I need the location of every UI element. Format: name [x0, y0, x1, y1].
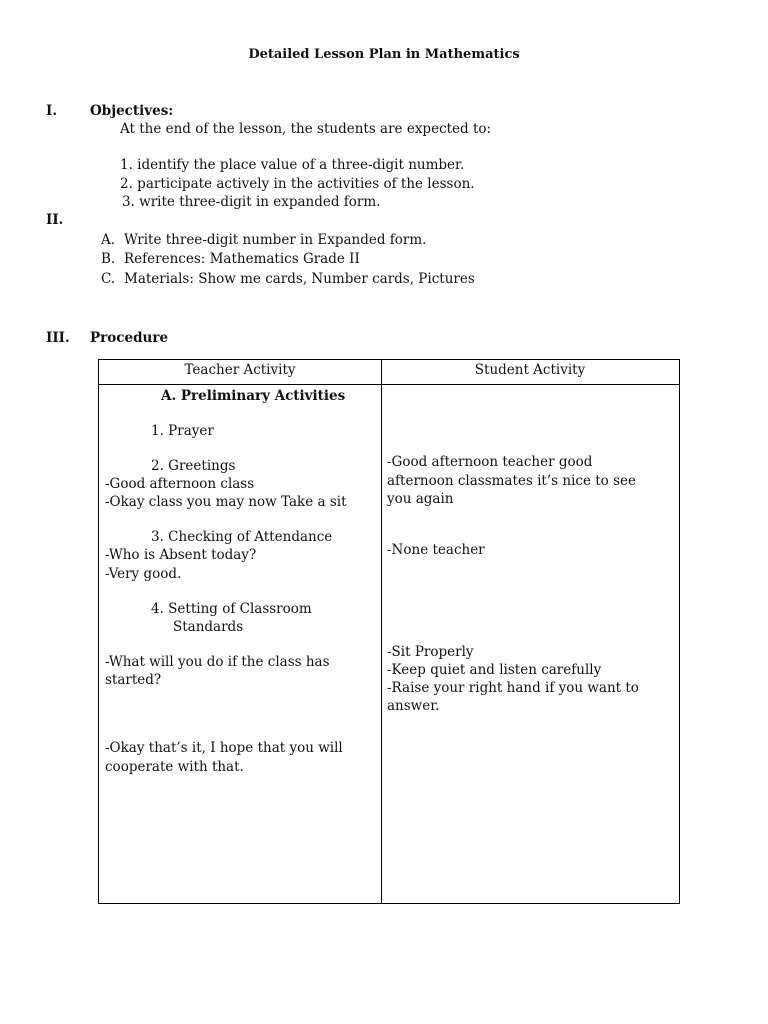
- section-1-numeral: I.: [46, 103, 58, 119]
- student-standard-3: -Raise your right hand if you want to: [387, 680, 639, 696]
- section-2-numeral: II.: [46, 212, 64, 228]
- table-column-divider: [381, 360, 382, 903]
- table-header-student: Student Activity: [474, 362, 586, 378]
- teacher-step-standards-cont: Standards: [173, 619, 244, 635]
- section-2-marker-c: C.: [101, 271, 116, 287]
- student-greeting-line-1: -Good afternoon teacher good: [387, 454, 593, 470]
- procedure-table: [98, 359, 680, 904]
- teacher-closing-line-1: -Okay that’s it, I hope that you will: [105, 740, 343, 756]
- student-greeting-line-3: you again: [387, 491, 454, 507]
- teacher-standards-question-2: started?: [105, 672, 162, 688]
- objective-item-2: 2. participate actively in the activities of the lesson.: [120, 176, 475, 192]
- teacher-standards-question-1: -What will you do if the class has: [105, 654, 330, 670]
- preliminary-activities-heading: A. Preliminary Activities: [161, 388, 346, 404]
- student-greeting-line-2: afternoon classmates it’s nice to see: [387, 473, 636, 489]
- section-1-heading: Objectives:: [90, 103, 174, 119]
- teacher-step-attendance: 3. Checking of Attendance: [151, 529, 333, 545]
- table-header-divider: [99, 384, 679, 385]
- student-standard-2: -Keep quiet and listen carefully: [387, 662, 602, 678]
- section-2-item-c: Materials: Show me cards, Number cards, Pictures: [124, 271, 475, 287]
- teacher-step-prayer: 1. Prayer: [151, 423, 214, 439]
- section-2-item-a: Write three-digit number in Expanded form.: [124, 232, 427, 248]
- teacher-closing-line-2: cooperate with that.: [105, 759, 244, 775]
- student-standard-4: answer.: [387, 698, 440, 714]
- teacher-step-standards: 4. Setting of Classroom: [151, 601, 312, 617]
- section-3-numeral: III.: [46, 330, 70, 346]
- student-attendance-response: -None teacher: [387, 542, 485, 558]
- objective-item-3: 3. write three-digit in expanded form.: [122, 194, 381, 210]
- section-2-marker-a: A.: [101, 232, 116, 248]
- objective-item-1: 1. identify the place value of a three-digit number.: [120, 157, 465, 173]
- teacher-greeting-line-1: -Good afternoon class: [105, 476, 255, 492]
- teacher-attendance-line-2: -Very good.: [105, 566, 182, 582]
- student-standard-1: -Sit Properly: [387, 644, 474, 660]
- document-title: Detailed Lesson Plan in Mathematics: [248, 47, 520, 62]
- section-3-heading: Procedure: [90, 330, 169, 346]
- teacher-greeting-line-2: -Okay class you may now Take a sit: [105, 494, 347, 510]
- section-2-item-b: References: Mathematics Grade II: [124, 251, 360, 267]
- teacher-step-greetings: 2. Greetings: [151, 458, 236, 474]
- table-header-teacher: Teacher Activity: [184, 362, 296, 378]
- section-2-marker-b: B.: [101, 251, 116, 267]
- objectives-intro: At the end of the lesson, the students are expected to:: [120, 121, 492, 137]
- teacher-attendance-line-1: -Who is Absent today?: [105, 547, 257, 563]
